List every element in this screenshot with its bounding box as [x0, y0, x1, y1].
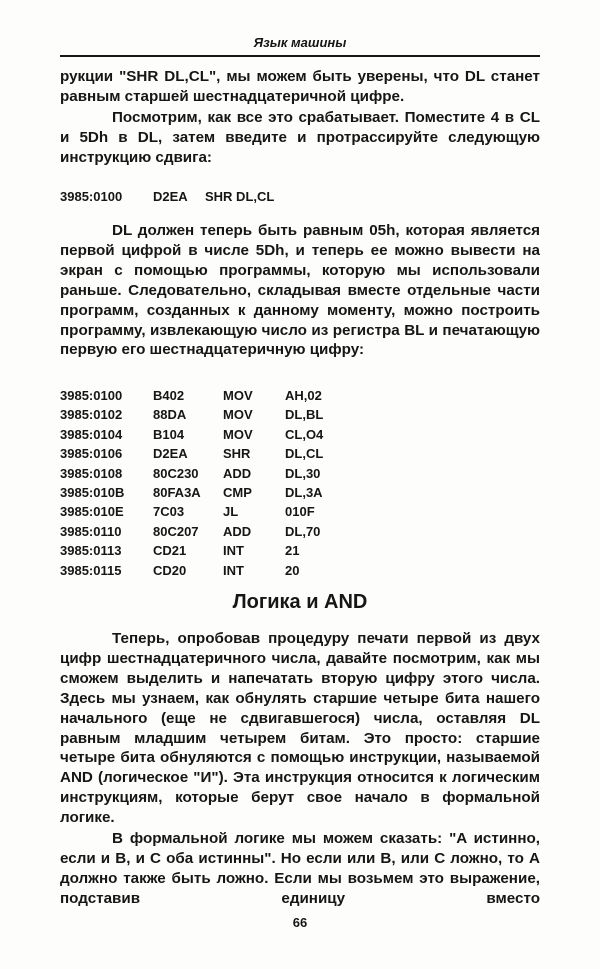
listing-operands: AH,02: [285, 388, 322, 403]
listing-address: 3985:0115: [60, 562, 122, 578]
listing-operands: DL,CL: [285, 446, 324, 462]
listing-opcode: MOV: [223, 407, 253, 423]
listing-address: 3985:0106: [60, 446, 123, 462]
listing-hex: 80C207: [153, 523, 199, 539]
listing-row: [60, 427, 540, 446]
listing-row: [60, 388, 540, 407]
listing-operands: DL,3A: [285, 484, 323, 500]
paragraph-dl-result: DL должен теперь быть равным 05h, которая является первой цифрой в числе 5Dh, и теперь ее можно вывести на экран с помощью программы, которую мы использовали раньше. Следовательно, складывая вместе отдельные части программ, созданных к данному моменту, можно построить программу, извлекающую число из регистра BL и печатающую первую его шестнадцатеричную цифру:: [60, 222, 540, 359]
listing-opcode: MOV: [223, 388, 253, 403]
listing-operands: 20: [285, 562, 300, 578]
listing-opcode: ADD: [223, 523, 252, 539]
listing-address: 3985:0104: [60, 426, 123, 442]
header-rule: [60, 55, 540, 57]
listing-address: 3985:0113: [60, 543, 122, 559]
listing-hex: B104: [153, 426, 185, 442]
section-heading: Логика и AND: [232, 591, 368, 613]
listing-opcode: MOV: [223, 426, 253, 442]
program-listing: [60, 388, 540, 582]
instruction-mnemonic: SHR DL,CL: [205, 189, 275, 204]
listing-operands: DL,70: [285, 523, 321, 539]
paragraph-and-intro: Теперь, опробовав процедуру печати первой из двух цифр шестнадцатеричного числа, давайте посмотрим, как мы сможем выделить и напечатать вторую цифру этого числа. Здесь мы узнаем, как обнулять старшие четыре бита нашего начального (еще не сдвигавшегося) числа, оставляя DL равным младшим четырем битам. Это просто: старшие четыре бита обнуляются с помощью инструкции, называемой AND (логическое "И"). Эта инструкция относится к логическим инструкциям, которые берут свое начало в формальной логике.: [60, 630, 540, 827]
listing-operands: CL,O4: [285, 426, 324, 442]
page-number: 66: [292, 915, 308, 930]
listing-address: 3985:0108: [60, 465, 123, 481]
listing-hex: B402: [153, 388, 185, 403]
listing-hex: D2EA: [153, 446, 188, 462]
listing-address: 3985:0110: [60, 523, 122, 539]
listing-opcode: ADD: [223, 465, 252, 481]
listing-operands: 21: [285, 543, 300, 559]
listing-row: [60, 524, 540, 543]
listing-row: [60, 466, 540, 485]
listing-hex: 80C230: [153, 465, 199, 481]
paragraph-try-it: Посмотрим, как все это срабатывает. Поместите 4 в CL и 5Dh в DL, затем введите и протрассируйте следующую инструкцию сдвига:: [60, 109, 540, 166]
listing-row: [60, 563, 540, 582]
listing-row: [60, 485, 540, 504]
instruction-hex: D2EA: [153, 189, 188, 204]
listing-operands: 010F: [285, 504, 315, 520]
listing-row: [60, 407, 540, 426]
listing-hex: 80FA3A: [153, 484, 201, 500]
listing-opcode: CMP: [223, 484, 252, 500]
running-header: Язык машины: [253, 35, 347, 50]
listing-row: [60, 446, 540, 465]
listing-address: 3985:0102: [60, 407, 123, 423]
instruction-address: 3985:0100: [60, 189, 123, 204]
listing-opcode: SHR: [223, 446, 251, 462]
listing-hex: 88DA: [153, 407, 187, 423]
listing-address: 3985:010E: [60, 504, 124, 520]
listing-operands: DL,BL: [285, 407, 324, 423]
listing-opcode: JL: [223, 504, 239, 520]
paragraph-continuation: рукции "SHR DL,CL", мы можем быть уверены, что DL станет равным старшей шестнадцатеричной цифре.: [60, 68, 540, 105]
listing-row: [60, 543, 540, 562]
listing-opcode: INT: [223, 562, 244, 578]
listing-operands: DL,30: [285, 465, 321, 481]
listing-row: [60, 504, 540, 523]
listing-hex: CD20: [153, 562, 187, 578]
paragraph-formal-logic: В формальной логике мы можем сказать: "A истинно, если и B, и C оба истинны". Но если или B, или C ложно, то A должно также быть ложно. Если мы возьмем это выражение, подставив единицу вместо: [60, 830, 540, 907]
listing-address: 3985:0100: [60, 388, 123, 403]
listing-hex: 7C03: [153, 504, 185, 520]
listing-opcode: INT: [223, 543, 244, 559]
listing-hex: CD21: [153, 543, 187, 559]
listing-address: 3985:010B: [60, 484, 125, 500]
